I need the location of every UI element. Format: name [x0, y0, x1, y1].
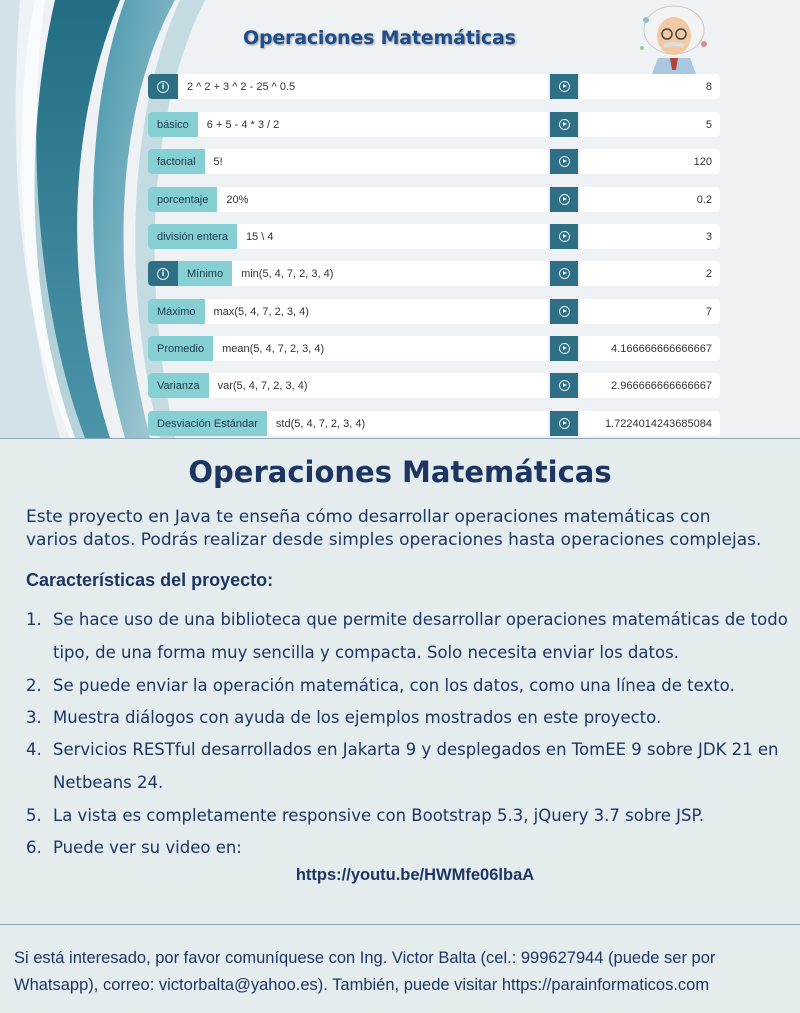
feature-number: 2.: [26, 676, 42, 695]
operation-label: Desviación Estándar: [148, 411, 267, 436]
feature-text-line: Puede ver su video en:: [53, 838, 242, 857]
operation-input-group: [148, 224, 548, 249]
result-output: 5: [580, 112, 720, 137]
operation-row: [148, 411, 720, 436]
run-button[interactable]: [550, 411, 578, 436]
feature-text-line: La vista es completamente responsive con Bootstrap 5.3, jQuery 3.7 sobre JSP.: [53, 806, 705, 825]
info-icon: i: [157, 268, 169, 280]
operation-input-group: [148, 336, 548, 361]
operation-row: [148, 224, 720, 249]
einstein-avatar-image: [630, 0, 718, 74]
result-output: 2: [580, 261, 720, 286]
feature-text-line: Muestra diálogos con ayuda de los ejemplos mostrados en este proyecto.: [53, 708, 662, 727]
run-button[interactable]: [550, 261, 578, 286]
expression-input[interactable]: 5!: [213, 155, 223, 168]
result-output: 2.966666666666667: [580, 373, 720, 398]
operation-row: [148, 149, 720, 174]
run-button[interactable]: [550, 187, 578, 212]
expression-input[interactable]: mean(5, 4, 7, 2, 3, 4): [222, 342, 325, 355]
run-button[interactable]: [550, 74, 578, 99]
feature-item: [26, 669, 735, 702]
info-button[interactable]: [148, 74, 178, 99]
operation-input-group: [148, 373, 548, 398]
operation-input-group: [148, 411, 548, 436]
video-link[interactable]: https://youtu.be/HWMfe06lbaA: [295, 866, 535, 884]
feature-item: [26, 701, 662, 734]
app-title: Operaciones Matemáticas: [243, 27, 516, 49]
play-circle-icon: [559, 194, 570, 205]
feature-text-line: Netbeans 24.: [53, 773, 164, 792]
feature-number: 6.: [26, 838, 42, 857]
features-heading: Características del proyecto:: [26, 570, 274, 590]
expression-input[interactable]: var(5, 4, 7, 2, 3, 4): [217, 379, 308, 392]
run-button[interactable]: [550, 299, 578, 324]
app-screenshot: [0, 0, 800, 438]
feature-text: [53, 733, 800, 799]
expression-input[interactable]: 20%: [226, 193, 249, 206]
play-circle-icon: [559, 418, 570, 429]
operation-row: [148, 373, 720, 398]
feature-text: [53, 669, 800, 702]
expression-input[interactable]: min(5, 4, 7, 2, 3, 4): [241, 267, 334, 280]
operation-input-group: [148, 299, 548, 324]
result-output: 120: [580, 149, 720, 174]
operation-input-group: [148, 74, 548, 99]
operation-label: Varianza: [148, 373, 209, 398]
result-output: 8: [580, 74, 720, 99]
play-circle-icon: [559, 268, 570, 279]
play-circle-icon: [559, 306, 570, 317]
operation-input-group: [148, 187, 548, 212]
result-output: 1.7224014243685084: [580, 411, 720, 436]
feature-number: 3.: [26, 708, 42, 727]
feature-text: [53, 701, 800, 734]
feature-number: 5.: [26, 806, 42, 825]
play-circle-icon: [559, 156, 570, 167]
expression-input[interactable]: 15 \ 4: [245, 230, 274, 243]
play-circle-icon: [559, 380, 570, 391]
contact-paragraph: [14, 945, 784, 999]
expression-input[interactable]: std(5, 4, 7, 2, 3, 4): [275, 417, 366, 430]
feature-item: [26, 603, 788, 662]
operation-input-group: [148, 149, 548, 174]
divider-top: [0, 438, 800, 439]
feature-text: [53, 603, 800, 669]
contact-line-2: Whatsapp), correo: victorbalta@yahoo.es). También, puede visitar https://parainformaticos.com: [14, 976, 710, 994]
feature-text-line: Se puede enviar la operación matemática, con los datos, como una línea de texto.: [53, 676, 735, 695]
feature-number: 1.: [26, 610, 42, 629]
run-button[interactable]: [550, 112, 578, 137]
operation-input-group: [148, 112, 548, 137]
operation-row: [148, 187, 720, 212]
divider-bottom: [0, 924, 800, 925]
info-icon: i: [157, 81, 169, 93]
page-title: Operaciones Matemáticas: [188, 455, 612, 489]
feature-text-line: Servicios RESTful desarrollados en Jakarta 9 y desplegados en TomEE 9 sobre JDK 21 en: [53, 740, 779, 759]
operation-label: división entera: [148, 224, 237, 249]
operation-row: [148, 112, 720, 137]
run-button[interactable]: [550, 224, 578, 249]
feature-item: [26, 799, 705, 832]
operation-row: [148, 336, 720, 361]
result-output: 7: [580, 299, 720, 324]
operation-label: Máximo: [148, 299, 205, 324]
play-circle-icon: [559, 119, 570, 130]
play-circle-icon: [559, 81, 570, 92]
feature-item: [26, 831, 242, 864]
result-output: 4.166666666666667: [580, 336, 720, 361]
operation-label: Mínimo: [178, 261, 232, 286]
info-button[interactable]: [148, 261, 178, 286]
operation-input-group: [148, 261, 548, 286]
feature-text-line: tipo, de una forma muy sencilla y compacta. Solo necesita enviar los datos.: [53, 643, 679, 662]
expression-input[interactable]: 6 + 5 - 4 * 3 / 2: [206, 118, 280, 131]
feature-text-line: Se hace uso de una biblioteca que permite desarrollar operaciones matemáticas de todo: [53, 610, 788, 629]
feature-item: [26, 733, 779, 792]
play-circle-icon: [559, 231, 570, 242]
play-circle-icon: [559, 343, 570, 354]
run-button[interactable]: [550, 336, 578, 361]
operation-label: porcentaje: [148, 187, 217, 212]
contact-line-1: Si está interesado, por favor comuníquese con Ing. Victor Balta (cel.: 999627944 (puede ser por: [14, 949, 716, 967]
operation-row: [148, 261, 720, 286]
expression-input[interactable]: 2 ^ 2 + 3 ^ 2 - 25 ^ 0.5: [187, 80, 296, 93]
operation-row: [148, 74, 720, 99]
result-output: 0.2: [580, 187, 720, 212]
run-button[interactable]: [550, 373, 578, 398]
result-output: 3: [580, 224, 720, 249]
operation-label: Promedio: [148, 336, 213, 361]
feature-number: 4.: [26, 740, 42, 759]
expression-input[interactable]: max(5, 4, 7, 2, 3, 4): [213, 305, 309, 318]
intro-paragraph: Este proyecto en Java te enseña cómo desarrollar operaciones matemáticas con varios datos. Podrás realizar desde simples operaciones hasta operaciones complejas.: [26, 507, 762, 550]
operation-row: [148, 299, 720, 324]
operation-label: básico: [148, 112, 198, 137]
feature-text: [53, 831, 800, 864]
run-button[interactable]: [550, 149, 578, 174]
feature-text: [53, 799, 800, 832]
operation-label: factorial: [148, 149, 205, 174]
